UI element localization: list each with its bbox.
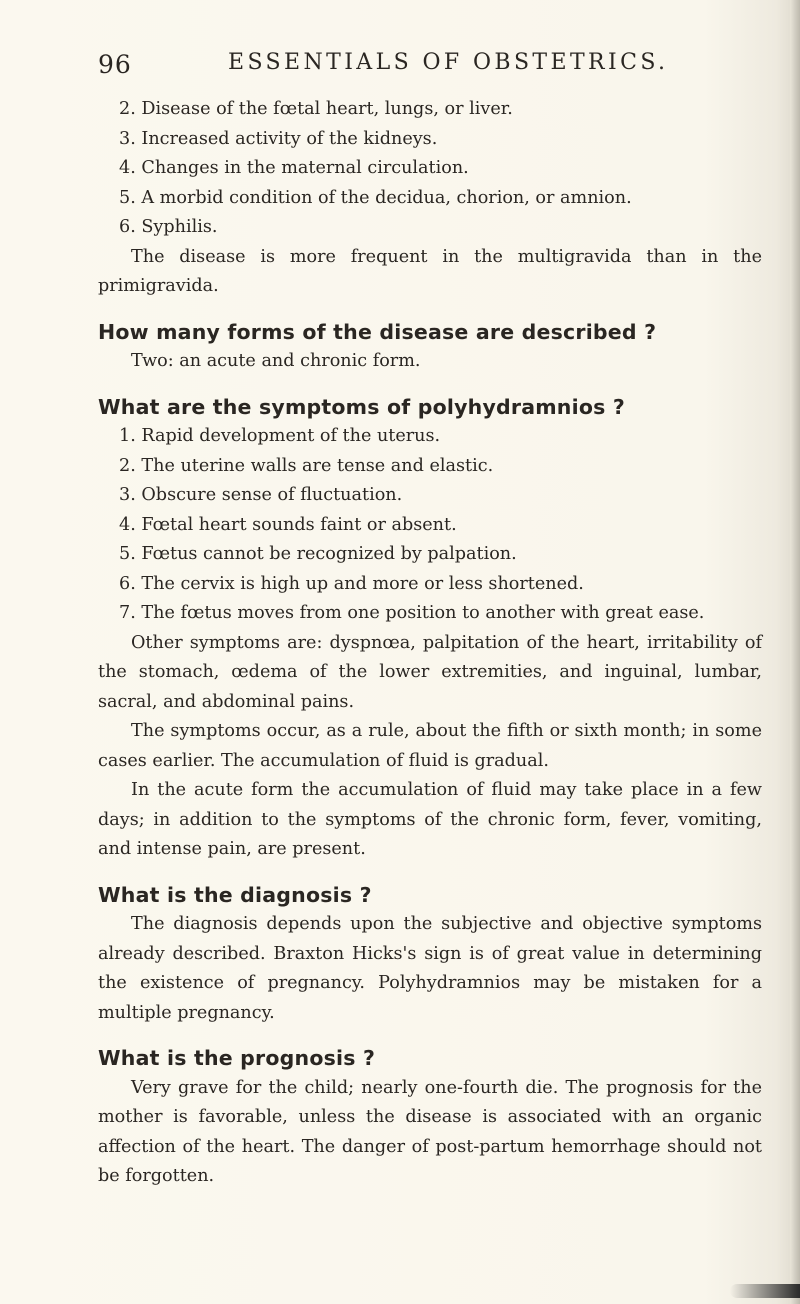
question-heading: What is the prognosis ?	[98, 1046, 376, 1070]
symptoms-list	[98, 422, 762, 629]
question-heading: How many forms of the disease are described ?	[98, 319, 657, 344]
answer-paragraph: Two: an acute and chronic form.	[131, 351, 421, 371]
list-item: 1. Rapid development of the uterus.	[119, 426, 441, 446]
answer-paragraph: The diagnosis depends upon the subjective and objective symptoms already described. Braxton Hicks's sign is of great value in determining the existence of pregnancy. Polyhydramnios may be mistaken for a multiple pregnancy.	[98, 914, 762, 1023]
question-heading: What is the diagnosis ?	[98, 882, 372, 907]
paragraph: In the acute form the accumulation of fluid may take place in a few days; in addition to the symptoms of the chronic form, fever, vomiting, and intense pain, are present.	[98, 780, 762, 859]
answer-paragraph: Very grave for the child; nearly one-fourth die. The prognosis for the mother is favorable, unless the disease is associated with an organic affection of the heart. The danger of post-partum hemorrhage should not be forgotten.	[98, 1077, 762, 1186]
page-edge	[790, 0, 800, 1304]
page-number: 96	[98, 50, 132, 79]
list-item: 2. The uterine walls are tense and elastic.	[119, 455, 494, 476]
list-item: 7. The fœtus moves from one position to another with great ease.	[119, 603, 705, 623]
list-item: 5. A morbid condition of the decidua, chorion, or amnion.	[119, 187, 632, 208]
list-item: 4. Fœtal heart sounds faint or absent.	[119, 514, 457, 535]
question-heading: What are the symptoms of polyhydramnios ?	[98, 394, 625, 419]
running-title: ESSENTIALS OF OBSTETRICS.	[228, 50, 669, 75]
list-item: 6. The cervix is high up and more or less shortened.	[119, 573, 584, 594]
list-item: 4. Changes in the maternal circulation.	[119, 158, 469, 178]
page-edge-shadow	[730, 1284, 800, 1298]
page-content	[98, 95, 762, 1192]
causes-list	[98, 95, 762, 243]
paragraph: Other symptoms are: dyspnœa, palpitation of the heart, irritability of the stomach, œdema of the lower extremities, and inguinal, lumbar, sacral, and abdominal pains.	[98, 632, 762, 712]
paragraph: The symptoms occur, as a rule, about the fifth or sixth month; in some cases earlier. The accumulation of fluid is gradual.	[98, 721, 762, 771]
list-item: 6. Syphilis.	[119, 217, 218, 237]
running-header	[98, 50, 758, 84]
list-item: 3. Obscure sense of fluctuation.	[119, 485, 403, 505]
list-item: 3. Increased activity of the kidneys.	[119, 128, 438, 149]
paragraph: The disease is more frequent in the multigravida than in the primigravida.	[98, 246, 762, 296]
list-item: 2. Disease of the fœtal heart, lungs, or liver.	[119, 99, 513, 119]
list-item: 5. Fœtus cannot be recognized by palpation.	[119, 544, 517, 564]
